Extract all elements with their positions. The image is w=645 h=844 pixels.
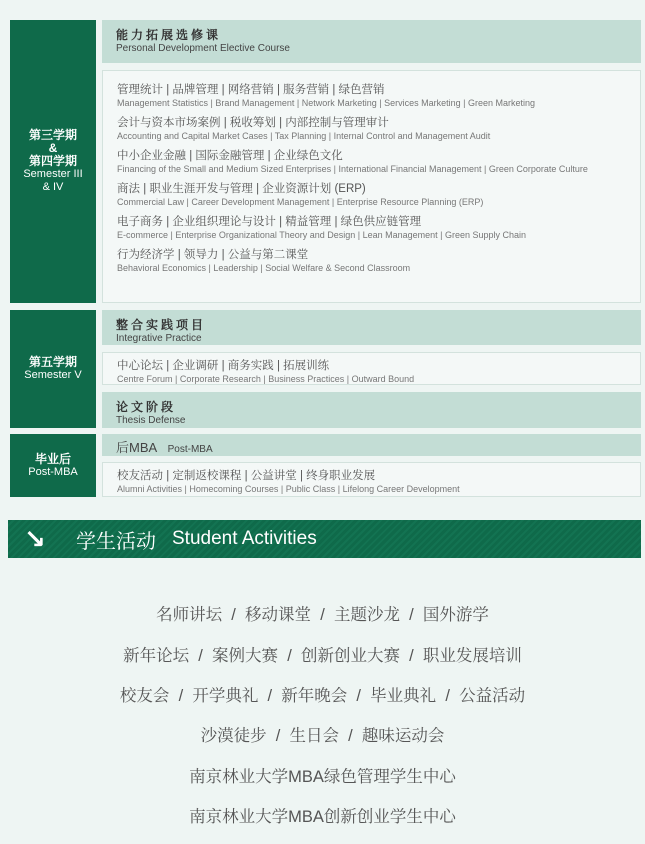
row-en: Commercial Law | Career Development Management | Enterprise Resource Planning (ERP) xyxy=(117,197,484,207)
title-zh: 能力拓展选修课 xyxy=(116,28,222,42)
banner-title-en: Student Activities xyxy=(172,528,317,549)
course-row xyxy=(117,83,626,109)
activity-line: 校友会 / 开学典礼 / 新年晚会 / 毕业典礼 / 公益活动 xyxy=(119,687,526,705)
row-en: Behavioral Economics | Leadership | Social Welfare & Second Classroom xyxy=(117,263,411,273)
sem-zh: 毕业后 xyxy=(34,451,71,466)
arrow-down-right-icon: ↘ xyxy=(24,523,46,554)
practice-list xyxy=(102,352,641,385)
row-zh: 行为经济学 | 领导力 | 公益与第二课堂 xyxy=(117,249,309,261)
row-zh: 电子商务 | 企业组织理论与设计 | 精益管理 | 绿色供应链管理 xyxy=(117,216,422,228)
activity-line: 南京林业大学MBA绿色管理学生中心 xyxy=(189,768,456,786)
title-zh: 后MBA xyxy=(116,440,158,455)
row-zh: 管理统计 | 品牌管理 | 网络营销 | 服务营销 | 绿色营销 xyxy=(117,84,385,96)
elective-header xyxy=(102,20,641,63)
row-zh: 中心论坛 | 企业调研 | 商务实践 | 拓展训练 xyxy=(117,360,330,372)
course-row xyxy=(117,116,626,142)
title-en: Integrative Practice xyxy=(116,333,202,344)
sem-zh: 第三学期 xyxy=(28,128,77,142)
row-en: Alumni Activities | Homecoming Courses | Public Class | Lifelong Career Development xyxy=(117,484,460,494)
row-zh: 中小企业金融 | 国际金融管理 | 企业绿色文化 xyxy=(117,150,343,162)
practice-header xyxy=(102,310,641,345)
row-en: Management Statistics | Brand Management | Network Marketing | Services Marketing | Green Marketing xyxy=(117,98,536,108)
activity-line: 沙漠徒步 / 生日会 / 趣味运动会 xyxy=(200,727,445,745)
post-mba-label xyxy=(10,434,96,497)
title-en: Thesis Defense xyxy=(116,415,186,426)
course-row xyxy=(117,215,626,241)
sem-en: Post-MBA xyxy=(28,465,78,478)
course-row xyxy=(117,149,626,175)
row-zh: 会计与资本市场案例 | 税收筹划 | 内部控制与管理审计 xyxy=(117,117,389,129)
row-en: Centre Forum | Corporate Research | Business Practices | Outward Bound xyxy=(117,374,415,384)
row-en: E-commerce | Enterprise Organizational Theory and Design | Lean Management | Green Supply Chain xyxy=(117,230,527,240)
sem-zh: 第四学期 xyxy=(28,154,77,168)
course-row xyxy=(117,182,626,208)
activity-line: 名师讲坛 / 移动课堂 / 主题沙龙 / 国外游学 xyxy=(156,606,489,624)
row-en: Accounting and Capital Market Cases | Tax Planning | Internal Control and Management Audit xyxy=(117,131,491,141)
sem-zh: 第五学期 xyxy=(28,355,77,369)
title-zh: 论文阶段 xyxy=(116,400,177,414)
sem-en: Semester V xyxy=(24,369,82,381)
post-mba-list xyxy=(102,462,641,497)
post-mba-header xyxy=(102,434,641,456)
row-zh: 校友活动 | 定制返校课程 | 公益讲堂 | 终身职业发展 xyxy=(117,470,376,482)
title-zh: 整合实践项目 xyxy=(116,318,207,332)
title-en: Post-MBA xyxy=(167,444,213,455)
activity-line: 南京林业大学MBA创新创业学生中心 xyxy=(189,808,456,826)
banner-title-zh: 学生活动 xyxy=(76,530,156,553)
course-row xyxy=(117,248,626,274)
sem-en: & IV xyxy=(42,181,64,193)
title-en: Personal Development Elective Course xyxy=(116,43,290,54)
student-activities-banner xyxy=(8,520,641,558)
semester-5-label xyxy=(10,310,96,428)
thesis-header xyxy=(102,392,641,428)
row-en: Financing of the Small and Medium Sized Enterprises | International Financial Management | Green Corporate Culture xyxy=(117,164,588,174)
sem-en: Semester III xyxy=(23,168,83,180)
elective-course-list xyxy=(102,70,641,303)
row-zh: 商法 | 职业生涯开发与管理 | 企业资源计划 (ERP) xyxy=(117,183,366,195)
activity-line: 新年论坛 / 案例大赛 / 创新创业大赛 / 职业发展培训 xyxy=(123,647,522,665)
semester-3-4-label xyxy=(10,20,96,303)
sem-amp: & xyxy=(48,141,58,155)
